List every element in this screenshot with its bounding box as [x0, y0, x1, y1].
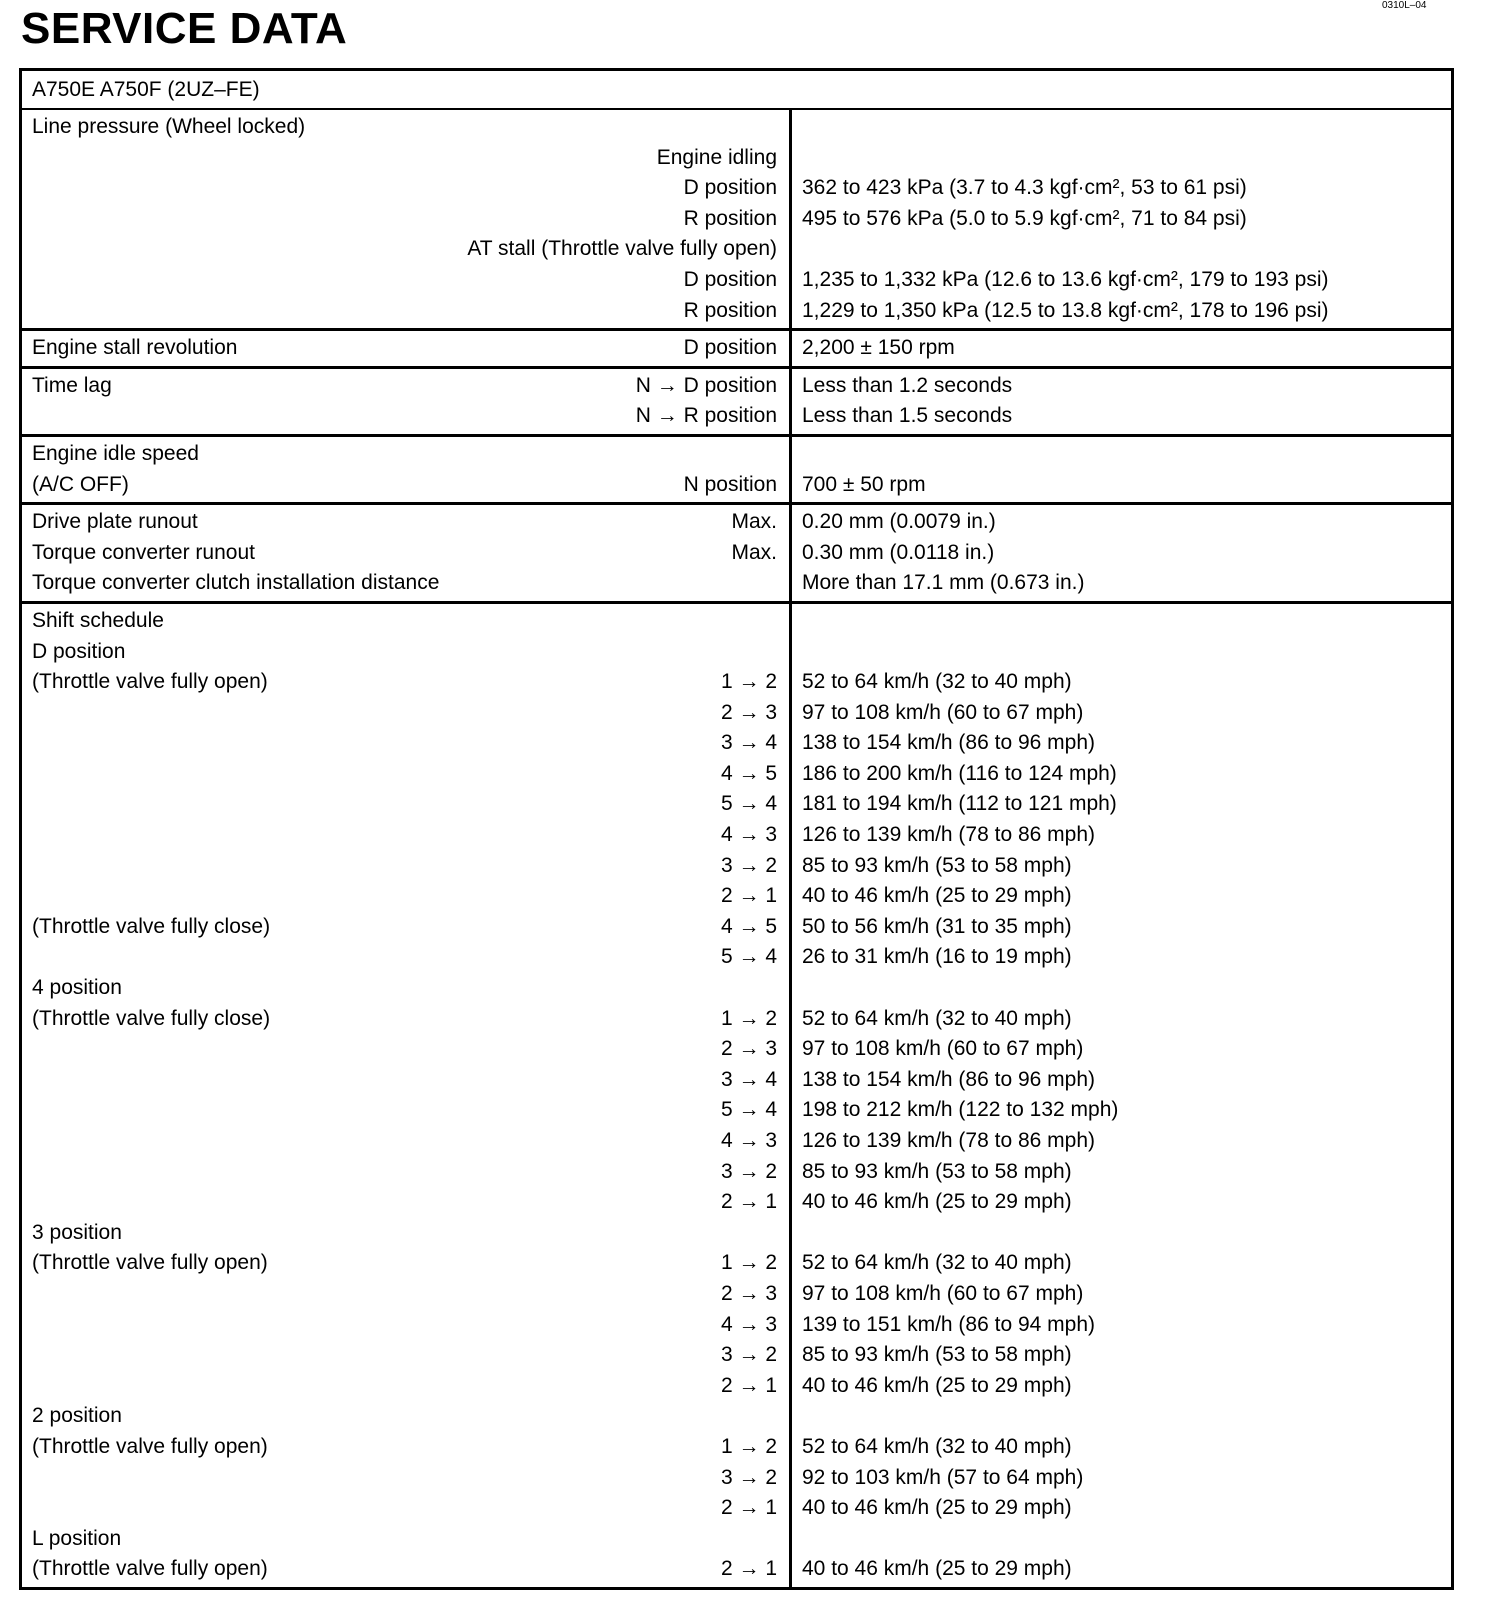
spec-row-right: [792, 881, 1451, 912]
row-label: (Throttle valve fully open): [32, 1434, 268, 1458]
row-condition: 4 → 3: [720, 823, 777, 847]
spec-row-left: [22, 973, 789, 1004]
spec-row-right: [792, 1065, 1451, 1096]
row-spec-value: 97 to 108 km/h (60 to 67 mph): [802, 1037, 1084, 1061]
row-condition: Max.: [731, 510, 777, 534]
spec-row-right: [792, 173, 1451, 204]
row-condition: 2 → 3: [720, 1037, 777, 1061]
spec-row-left: [22, 667, 789, 698]
section-labels: [22, 505, 792, 601]
spec-row-right: [792, 401, 1451, 432]
spec-row-left: [22, 112, 789, 143]
spec-row-left: [22, 1157, 789, 1188]
row-condition: R position: [683, 206, 777, 230]
row-spec-value: 40 to 46 km/h (25 to 29 mph): [802, 1557, 1072, 1581]
row-condition: 3 → 2: [720, 853, 777, 877]
row-condition: 4 → 5: [720, 761, 777, 785]
row-condition: 4 → 3: [720, 1312, 777, 1336]
spec-row-left: [22, 606, 789, 637]
section-shift-schedule: [22, 604, 1451, 1587]
row-spec-value: Less than 1.2 seconds: [802, 373, 1013, 397]
row-spec-value: 40 to 46 km/h (25 to 29 mph): [802, 1190, 1072, 1214]
section-idle-speed: [22, 437, 1451, 505]
row-spec-value: 126 to 139 km/h (78 to 86 mph): [802, 1129, 1096, 1152]
spec-row-right: [792, 1248, 1451, 1279]
section-labels: [22, 437, 792, 502]
spec-row-right: [792, 143, 1451, 174]
row-spec-value: 40 to 46 km/h (25 to 29 mph): [802, 1496, 1072, 1520]
sections-container: [22, 110, 1451, 1587]
row-label: (A/C OFF): [32, 472, 129, 496]
row-condition: D position: [683, 267, 777, 291]
row-spec-value: 139 to 151 km/h (86 to 94 mph): [802, 1312, 1096, 1336]
spec-row-right: [792, 820, 1451, 851]
spec-row-right: [792, 1340, 1451, 1371]
row-spec-value: 181 to 194 km/h (112 to 121 mph): [802, 792, 1117, 816]
row-spec-value: 0.20 mm (0.0079 in.): [802, 510, 996, 534]
spec-row-right: [792, 1187, 1451, 1218]
spec-row-left: [22, 759, 789, 790]
spec-row-left: [22, 637, 789, 668]
row-spec-value: 138 to 154 km/h (86 to 96 mph): [802, 1067, 1096, 1091]
section-runout: [22, 505, 1451, 604]
spec-row-left: [22, 728, 789, 759]
row-condition: 1 → 2: [720, 670, 777, 694]
row-label: Torque converter runout: [32, 540, 255, 564]
spec-row-left: [22, 333, 789, 364]
row-spec-value: More than 17.1 mm (0.673 in.): [802, 571, 1085, 595]
spec-row-right: [792, 759, 1451, 790]
spec-row-right: [792, 234, 1451, 265]
row-spec-value: 92 to 103 km/h (57 to 64 mph): [802, 1465, 1084, 1489]
row-spec-value: 52 to 64 km/h (32 to 40 mph): [802, 670, 1072, 694]
spec-row-left: [22, 296, 789, 327]
row-condition: 4 → 5: [720, 914, 777, 938]
spec-row-right: [792, 1157, 1451, 1188]
spec-row-left: [22, 568, 789, 599]
row-condition: D position: [683, 176, 777, 200]
row-spec-value: 52 to 64 km/h (32 to 40 mph): [802, 1434, 1072, 1458]
spec-row-left: [22, 1310, 789, 1341]
row-condition: AT stall (Throttle valve fully open): [467, 237, 777, 261]
spec-row-left: [22, 371, 789, 402]
spec-row-right: [792, 728, 1451, 759]
spec-row-left: [22, 1126, 789, 1157]
section-time-lag: [22, 369, 1451, 437]
row-spec-value: 52 to 64 km/h (32 to 40 mph): [802, 1006, 1072, 1030]
spec-row-left: [22, 789, 789, 820]
spec-row-right: [792, 507, 1451, 538]
spec-row-right: [792, 1432, 1451, 1463]
spec-row-right: [792, 1554, 1451, 1585]
spec-row-left: [22, 1432, 789, 1463]
row-spec-value: Less than 1.5 seconds: [802, 404, 1013, 428]
row-spec-value: 50 to 56 km/h (31 to 35 mph): [802, 914, 1072, 938]
row-condition: 1 → 2: [720, 1434, 777, 1458]
row-label: (Throttle valve fully close): [32, 914, 271, 938]
row-spec-value: 85 to 93 km/h (53 to 58 mph): [802, 853, 1072, 877]
row-spec-value: 1,229 to 1,350 kPa (12.5 to 13.8 kgf·cm², 178 to 196 psi): [802, 298, 1329, 322]
spec-row-right: [792, 1218, 1451, 1249]
row-label: (Throttle valve fully open): [32, 670, 268, 694]
spec-row-left: [22, 1554, 789, 1585]
spec-row-right: [792, 667, 1451, 698]
row-condition: 3 → 4: [720, 731, 777, 755]
row-condition: 2 → 3: [720, 700, 777, 724]
row-condition: 1 → 2: [720, 1006, 777, 1030]
spec-row-left: [22, 942, 789, 973]
row-spec-value: 362 to 423 kPa (3.7 to 4.3 kgf·cm², 53 to 61 psi): [802, 176, 1247, 200]
spec-row-right: [792, 204, 1451, 235]
spec-row-left: [22, 401, 789, 432]
spec-row-left: [22, 204, 789, 235]
spec-row-left: [22, 265, 789, 296]
spec-row-right: [792, 637, 1451, 668]
row-condition: 1 → 2: [720, 1251, 777, 1275]
spec-row-right: [792, 265, 1451, 296]
row-spec-value: 85 to 93 km/h (53 to 58 mph): [802, 1343, 1072, 1367]
page-title: SERVICE DATA: [21, 4, 348, 53]
row-label: 4 position: [32, 976, 122, 1000]
spec-row-left: [22, 470, 789, 501]
row-label: Engine idle speed: [32, 441, 199, 465]
row-label: Torque converter clutch installation distance: [32, 571, 440, 595]
spec-row-left: [22, 1065, 789, 1096]
row-label: (Throttle valve fully open): [32, 1251, 268, 1275]
spec-row-left: [22, 1248, 789, 1279]
spec-row-right: [792, 1463, 1451, 1494]
section-labels: [22, 604, 792, 1587]
spec-row-left: [22, 881, 789, 912]
spec-row-left: [22, 1401, 789, 1432]
row-spec-value: 26 to 31 km/h (16 to 19 mph): [802, 945, 1072, 969]
row-condition: N position: [683, 472, 777, 496]
row-condition: 3 → 2: [720, 1343, 777, 1367]
row-condition: 2 → 1: [720, 1373, 777, 1397]
row-label: Shift schedule: [32, 608, 164, 632]
row-label: (Throttle valve fully close): [32, 1006, 271, 1030]
row-spec-value: 198 to 212 km/h (122 to 132 mph): [802, 1098, 1119, 1122]
spec-row-right: [792, 1034, 1451, 1065]
section-engine-stall: [22, 331, 1451, 369]
spec-row-left: [22, 1371, 789, 1402]
spec-row-right: [792, 296, 1451, 327]
service-data-table: [19, 68, 1454, 1590]
row-condition: Engine idling: [656, 145, 777, 169]
spec-row-left: [22, 173, 789, 204]
spec-row-right: [792, 439, 1451, 470]
row-condition: 5 → 4: [720, 792, 777, 816]
spec-row-right: [792, 698, 1451, 729]
spec-row-left: [22, 1279, 789, 1310]
section-labels: [22, 110, 792, 328]
spec-row-right: [792, 1310, 1451, 1341]
section-specs: [792, 437, 1451, 502]
spec-row-left: [22, 507, 789, 538]
spec-row-right: [792, 942, 1451, 973]
spec-row-left: [22, 1524, 789, 1555]
spec-row-left: [22, 820, 789, 851]
row-condition: 2 → 3: [720, 1281, 777, 1305]
section-specs: [792, 110, 1451, 328]
row-condition: 2 → 1: [720, 884, 777, 908]
spec-row-right: [792, 568, 1451, 599]
row-label: Line pressure (Wheel locked): [32, 115, 306, 138]
row-label: D position: [32, 639, 126, 663]
row-condition: R position: [683, 298, 777, 322]
section-specs: [792, 331, 1451, 366]
spec-row-right: [792, 538, 1451, 569]
row-label: Time lag: [32, 373, 112, 397]
row-condition: 4 → 3: [720, 1129, 777, 1152]
row-spec-value: 97 to 108 km/h (60 to 67 mph): [802, 700, 1084, 724]
spec-row-left: [22, 439, 789, 470]
spec-row-left: [22, 1463, 789, 1494]
section-specs: [792, 604, 1451, 1587]
spec-row-right: [792, 912, 1451, 943]
row-label: 3 position: [32, 1220, 122, 1244]
spec-row-right: [792, 371, 1451, 402]
spec-row-right: [792, 606, 1451, 637]
row-spec-value: 495 to 576 kPa (5.0 to 5.9 kgf·cm², 71 to 84 psi): [802, 206, 1247, 230]
spec-row-right: [792, 1524, 1451, 1555]
row-spec-value: 52 to 64 km/h (32 to 40 mph): [802, 1251, 1072, 1275]
row-condition: 3 → 2: [720, 1465, 777, 1489]
spec-row-right: [792, 112, 1451, 143]
spec-row-left: [22, 538, 789, 569]
spec-row-right: [792, 1004, 1451, 1035]
spec-row-left: [22, 1187, 789, 1218]
spec-row-right: [792, 1493, 1451, 1524]
row-condition: Max.: [731, 540, 777, 564]
row-label: 2 position: [32, 1404, 122, 1428]
spec-row-right: [792, 1371, 1451, 1402]
spec-row-right: [792, 470, 1451, 501]
row-spec-value: 1,235 to 1,332 kPa (12.6 to 13.6 kgf·cm², 179 to 193 psi): [802, 267, 1329, 291]
section-labels: [22, 369, 792, 434]
row-condition: 2 → 1: [720, 1557, 777, 1581]
row-condition: 5 → 4: [720, 945, 777, 969]
spec-row-left: [22, 1034, 789, 1065]
spec-row-right: [792, 1095, 1451, 1126]
section-labels: [22, 331, 792, 366]
row-condition: 3 → 4: [720, 1067, 777, 1091]
row-spec-value: 40 to 46 km/h (25 to 29 mph): [802, 884, 1072, 908]
row-spec-value: 85 to 93 km/h (53 to 58 mph): [802, 1159, 1072, 1183]
row-condition: 2 → 1: [720, 1496, 777, 1520]
row-spec-value: 97 to 108 km/h (60 to 67 mph): [802, 1281, 1084, 1305]
spec-row-left: [22, 698, 789, 729]
spec-row-right: [792, 789, 1451, 820]
spec-row-left: [22, 1095, 789, 1126]
row-spec-value: 2,200 ± 150 rpm: [802, 336, 955, 360]
row-condition: 3 → 2: [720, 1159, 777, 1183]
row-label: Drive plate runout: [32, 510, 198, 534]
spec-row-left: [22, 143, 789, 174]
spec-row-left: [22, 912, 789, 943]
spec-row-right: [792, 1401, 1451, 1432]
spec-row-right: [792, 1279, 1451, 1310]
spec-row-right: [792, 851, 1451, 882]
row-label: (Throttle valve fully open): [32, 1557, 268, 1581]
spec-row-right: [792, 333, 1451, 364]
spec-row-left: [22, 851, 789, 882]
row-label: Engine stall revolution: [32, 336, 238, 360]
document-code: 0310L–04: [1382, 0, 1427, 11]
row-condition: 2 → 1: [720, 1190, 777, 1214]
row-label: L position: [32, 1526, 122, 1550]
spec-row-left: [22, 1218, 789, 1249]
spec-row-left: [22, 1340, 789, 1371]
row-condition: D position: [683, 336, 777, 360]
model-header: A750E A750F (2UZ–FE): [22, 71, 1451, 110]
row-spec-value: 700 ± 50 rpm: [802, 472, 926, 496]
row-spec-value: 138 to 154 km/h (86 to 96 mph): [802, 731, 1096, 755]
spec-row-left: [22, 1493, 789, 1524]
row-spec-value: 186 to 200 km/h (116 to 124 mph): [802, 761, 1117, 785]
section-line-pressure: [22, 110, 1451, 331]
row-condition: 5 → 4: [720, 1098, 777, 1122]
section-specs: [792, 369, 1451, 434]
row-spec-value: 40 to 46 km/h (25 to 29 mph): [802, 1373, 1072, 1397]
spec-row-right: [792, 1126, 1451, 1157]
row-condition: N → D position: [635, 373, 777, 397]
spec-row-left: [22, 234, 789, 265]
section-specs: [792, 505, 1451, 601]
spec-row-left: [22, 1004, 789, 1035]
spec-row-right: [792, 973, 1451, 1004]
row-condition: N → R position: [635, 404, 777, 428]
row-spec-value: 126 to 139 km/h (78 to 86 mph): [802, 823, 1096, 847]
row-spec-value: 0.30 mm (0.0118 in.): [802, 540, 995, 564]
